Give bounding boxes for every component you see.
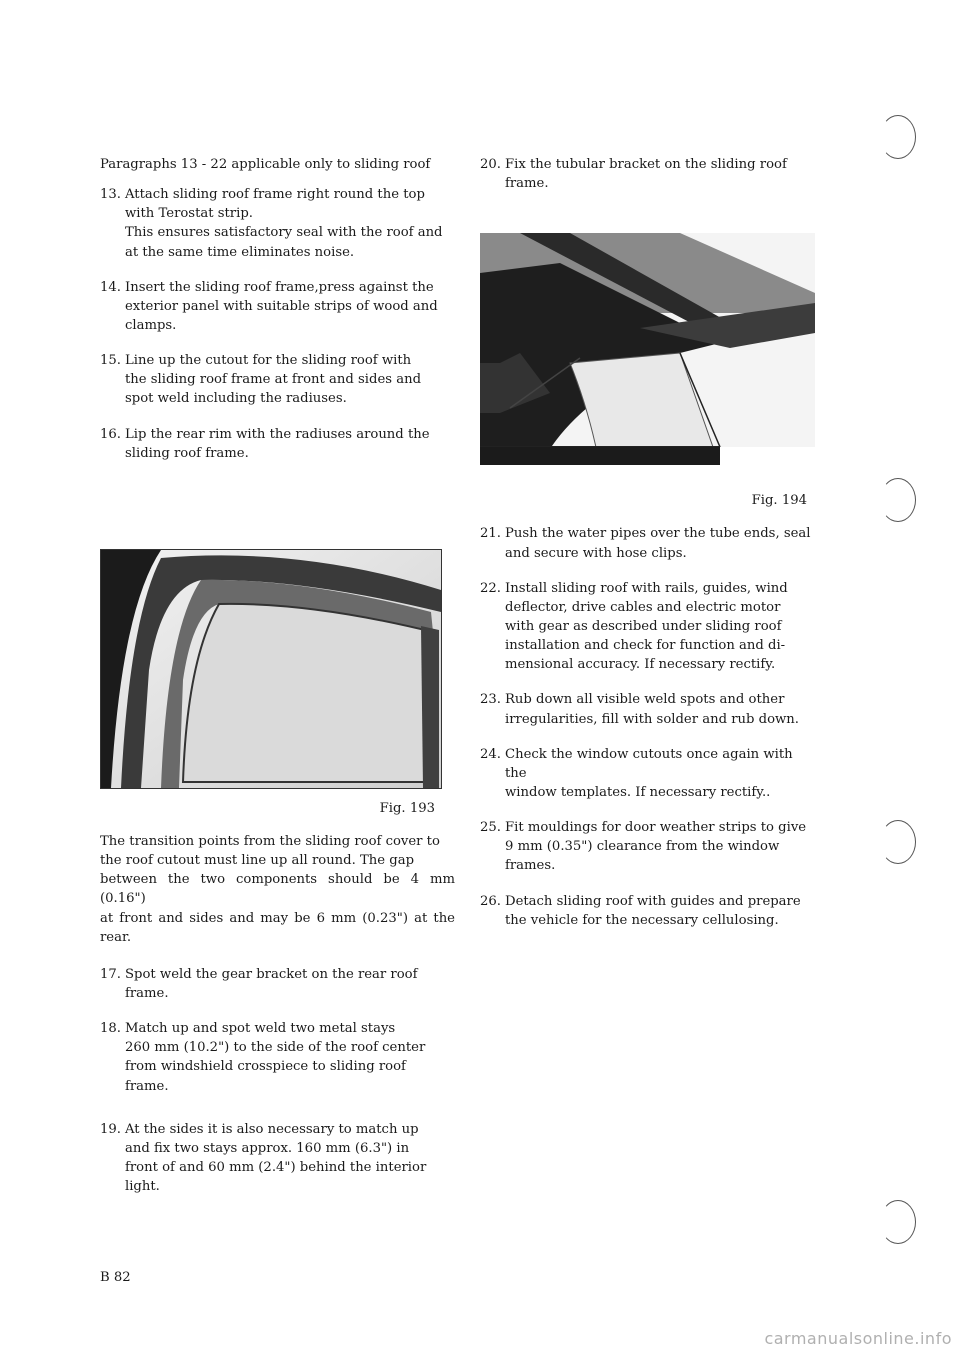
step-number: 20.	[480, 157, 501, 172]
step-text: Rub down all visible weld spots and other irregularities, fill with solder and rub down.	[505, 692, 799, 727]
step-18	[100, 1019, 455, 1096]
gap-note-paragraph: The transition points from the sliding roof cover to the roof cutout must line up all round. The gap between the two components should be 4 mm (0.16") at front and sides and may be 6 mm (0.23") at the rear.	[100, 833, 455, 945]
step-number: 21.	[480, 526, 501, 542]
page-number: B 82	[100, 1270, 131, 1285]
punch-hole-mark	[880, 820, 916, 864]
step-13	[100, 185, 455, 262]
step-number: 15.	[100, 353, 121, 369]
step-20	[480, 155, 815, 193]
step-number: 19.	[100, 1121, 121, 1137]
step-26	[480, 892, 815, 930]
step-text: Fix the tubular bracket on the sliding roof frame.	[505, 157, 787, 192]
step-text: Match up and spot weld two metal stays 260 mm (10.2") to the side of the roof center from windshield crosspiece to sliding roof frame.	[125, 1021, 426, 1094]
sliding-roof-frame-photo	[101, 550, 441, 788]
step-14	[100, 278, 455, 335]
step-number: 22.	[480, 580, 501, 596]
step-17	[100, 965, 455, 1003]
step-number: 23.	[480, 692, 501, 708]
punch-hole-mark	[880, 1200, 916, 1244]
tubular-bracket-photo	[480, 233, 815, 467]
footer-watermark: carmanualsonline.info	[764, 1328, 952, 1348]
figure-193-caption: Fig. 193	[379, 800, 435, 816]
step-text: Install sliding roof with rails, guides, wind deflector, drive cables and electric motor with gear as described under sliding roof installation and check for function and di- mensional accuracy. If necessary rectify.	[505, 580, 788, 673]
step-number: 24.	[480, 746, 501, 762]
left-column	[100, 155, 455, 1212]
figure-194-caption: Fig. 194	[751, 493, 807, 509]
step-number: 25.	[480, 820, 501, 836]
step-text: Line up the cutout for the sliding roof with the sliding roof frame at front and sides and spot weld including the radiuses.	[125, 353, 422, 407]
step-text: Attach sliding roof frame right round the top with Terostat strip. This ensures satisfactory seal with the roof and at the same time eliminates noise.	[125, 187, 443, 260]
step-number: 18.	[100, 1021, 121, 1037]
step-25	[480, 818, 815, 875]
step-number: 26.	[480, 893, 501, 909]
figure-194-photo	[480, 233, 815, 467]
step-number: 14.	[100, 279, 121, 295]
step-15	[100, 351, 455, 408]
step-text: At the sides it is also necessary to match up and fix two stays approx. 160 mm (6.3") in front of and 60 mm (2.4") behind the interior light.	[125, 1121, 427, 1195]
right-column	[480, 155, 815, 946]
step-text: Fit mouldings for door weather strips to give 9 mm (0.35") clearance from the window frames.	[505, 820, 807, 874]
intro-note: Paragraphs 13 - 22 applicable only to sliding roof	[100, 157, 431, 172]
step-text: Lip the rear rim with the radiuses around the sliding roof frame.	[125, 426, 430, 461]
step-number: 16.	[100, 426, 121, 442]
step-22	[480, 579, 815, 675]
step-23	[480, 690, 815, 728]
punch-hole-mark	[880, 478, 916, 522]
step-number: 13.	[100, 187, 121, 203]
step-text: Insert the sliding roof frame,press against the exterior panel with suitable strips of wood and clamps.	[125, 279, 438, 333]
step-24	[480, 745, 815, 802]
step-16	[100, 425, 455, 463]
punch-hole-mark	[880, 115, 916, 159]
figure-193-photo	[100, 549, 442, 789]
step-text: Check the window cutouts once again with the window templates. If necessary rectify..	[505, 746, 793, 800]
step-19	[100, 1120, 455, 1197]
step-21	[480, 524, 815, 562]
step-text: Spot weld the gear bracket on the rear roof frame.	[125, 966, 418, 1001]
step-number: 17.	[100, 966, 121, 982]
step-text: Detach sliding roof with guides and prepare the vehicle for the necessary cellulosing.	[505, 893, 801, 928]
step-text: Push the water pipes over the tube ends, seal and secure with hose clips.	[505, 526, 811, 561]
